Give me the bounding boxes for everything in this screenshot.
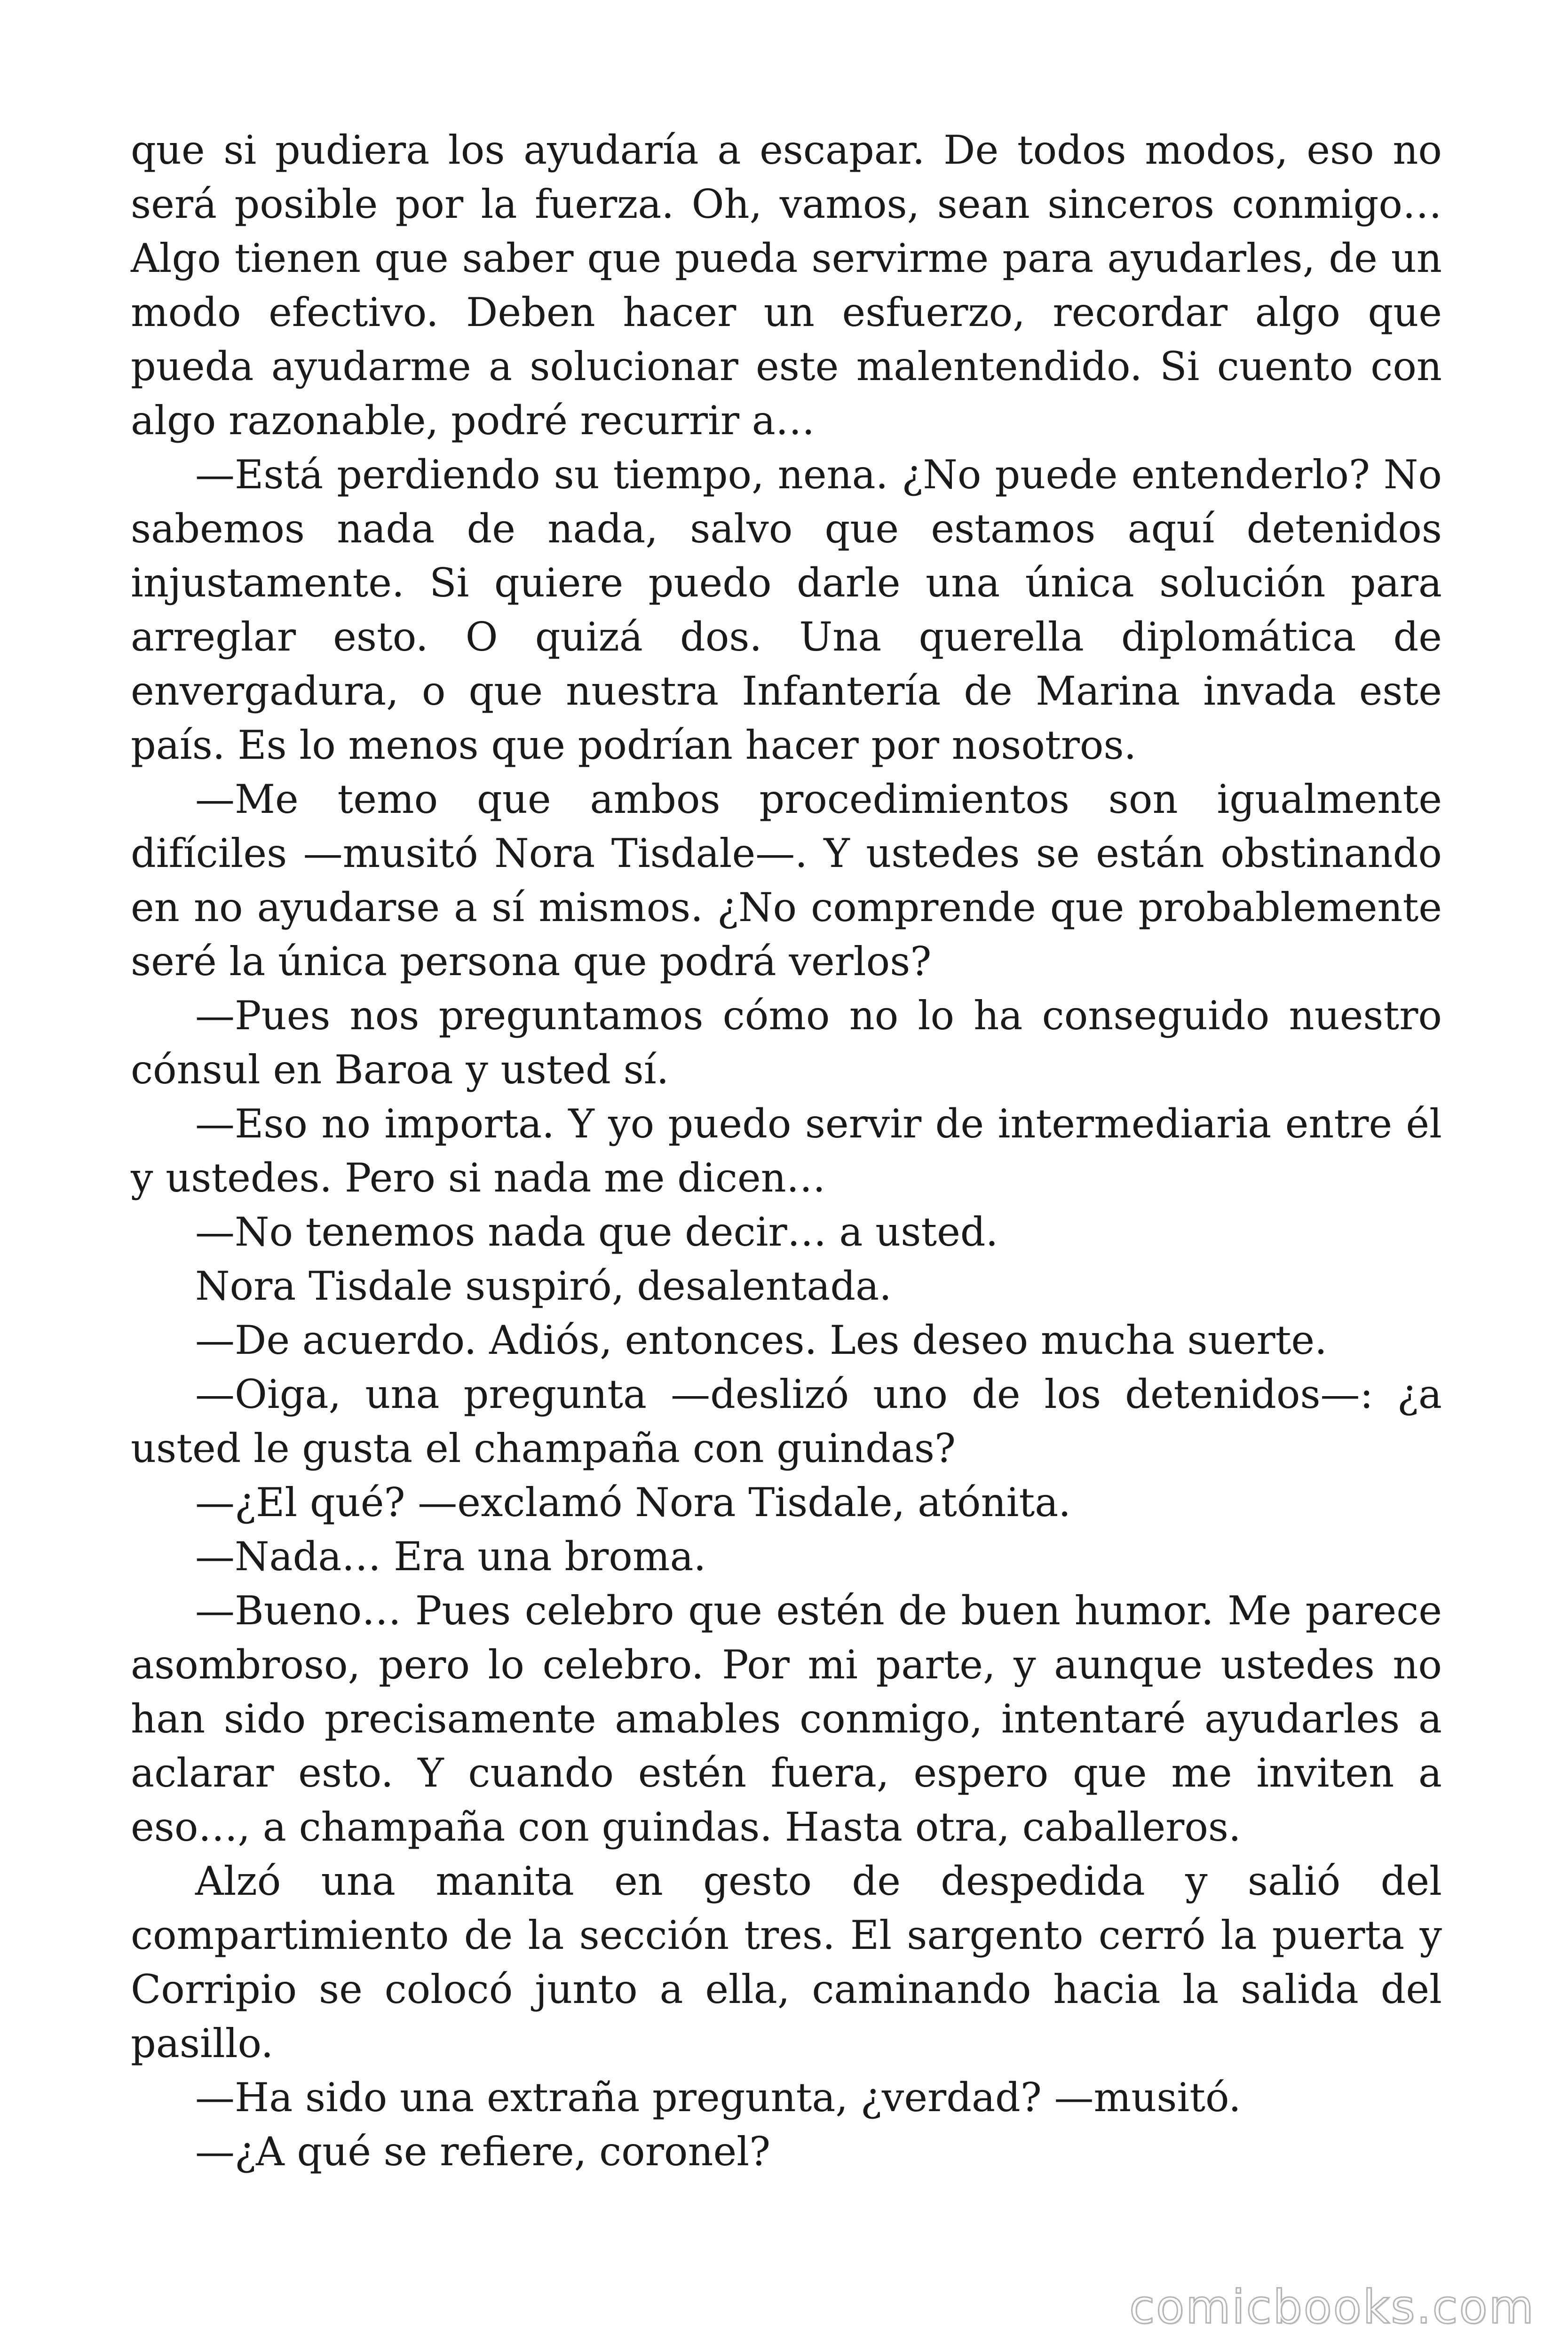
watermark: comicbooks.com: [1129, 2280, 1535, 2334]
paragraph-3: —Me temo que ambos procedimientos son igualmente difíciles —musitó Nora Tisdale—. Y ustedes se están obstinando en no ayudarse a sí mismos. ¿No comprende que probablemente seré la única persona que podrá verlos?: [131, 776, 1442, 985]
paragraph-1: que si pudiera los ayudaría a escapar. De todos modos, eso no será posible por la fuerza. Oh, vamos, sean sinceros conmigo… Algo tienen que saber que pueda servirme para ayudarles, de un modo efectivo. Deben hacer un esfuerzo, recordar algo que pueda ayudarme a solucionar este malentendido. Si cuento con algo razonable, podré recurrir a…: [131, 127, 1442, 444]
paragraph-7: Nora Tisdale suspiró, desalentada.: [195, 1263, 892, 1309]
paragraph-11: —Nada… Era una broma.: [195, 1534, 706, 1580]
paragraph-10: —¿El qué? —exclamó Nora Tisdale, atónita.: [195, 1479, 1071, 1526]
paragraph-15: —¿A qué se refiere, coronel?: [195, 2129, 771, 2175]
paragraph-14: —Ha sido una extraña pregunta, ¿verdad? —musitó.: [195, 2074, 1241, 2121]
paragraph-12: —Bueno… Pues celebro que estén de buen humor. Me parece asombroso, pero lo celebro. Por mi parte, y aunque ustedes no han sido precisamente amables conmigo, intentaré ayudarles a aclarar esto. Y cuando estén fuera, espero que me inviten a eso…, a champaña con guindas. Hasta otra, caballeros.: [131, 1588, 1442, 1850]
paragraph-9: —Oiga, una pregunta —deslizó uno de los detenidos—: ¿a usted le gusta el champaña con guindas?: [131, 1371, 1442, 1471]
paragraph-6: —No tenemos nada que decir… a usted.: [195, 1209, 998, 1255]
page-body: [131, 123, 1442, 2179]
paragraph-5: —Eso no importa. Y yo puedo servir de intermediaria entre él y ustedes. Pero si nada me dicen…: [131, 1101, 1442, 1201]
paragraph-4: —Pues nos preguntamos cómo no lo ha conseguido nuestro cónsul en Baroa y usted sí.: [131, 993, 1442, 1093]
paragraph-2: —Está perdiendo su tiempo, nena. ¿No puede entenderlo? No sabemos nada de nada, salvo que estamos aquí detenidos injustamente. Si quiere puedo darle una única solución para arreglar esto. O quizá dos. Una querella diplomática de envergadura, o que nuestra Infantería de Marina invada este país. Es lo menos que podrían hacer por nosotros.: [131, 452, 1442, 768]
paragraph-8: —De acuerdo. Adiós, entonces. Les deseo mucha suerte.: [195, 1317, 1327, 1363]
paragraph-13: Alzó una manita en gesto de despedida y salió del compartimiento de la sección tres. El sargento cerró la puerta y Corripio se colocó junto a ella, caminando hacia la salida del pasillo.: [131, 1858, 1442, 2066]
